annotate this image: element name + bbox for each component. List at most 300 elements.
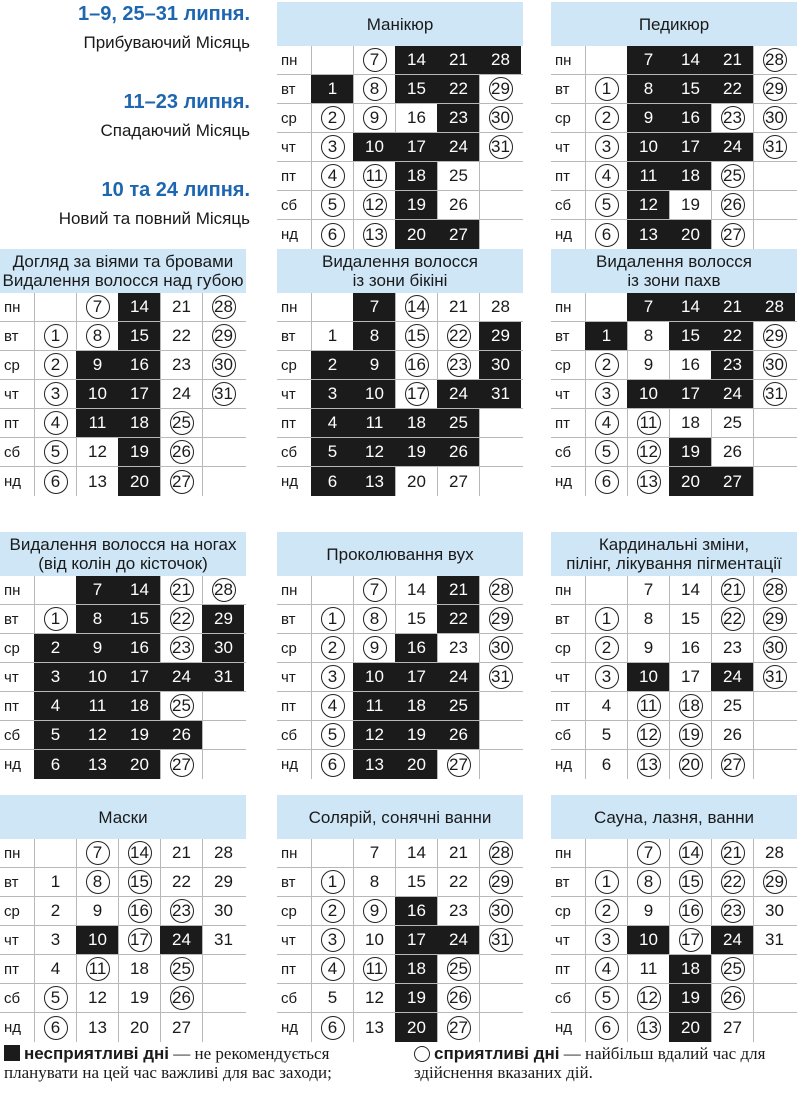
weekday-label: ср [555, 902, 571, 920]
day-cell: 3 [34, 926, 76, 954]
weekday-label: вт [4, 873, 19, 891]
calendar-row [551, 984, 797, 1013]
day-cell: 18 [118, 955, 160, 983]
day-cell-favorable [585, 1013, 627, 1042]
day-cell-unfavorable: 24 [711, 663, 753, 691]
day-number: 28 [212, 578, 236, 602]
day-cell-unfavorable: 24 [437, 133, 479, 161]
day-cell-favorable [753, 634, 795, 662]
day-cell-favorable [437, 1013, 479, 1042]
day-cell-unfavorable: 9 [76, 351, 118, 379]
day-number: 3 [595, 665, 619, 689]
calendar-row [0, 663, 246, 692]
day-cell-unfavorable: 2 [34, 634, 76, 662]
day-cell-unfavorable: 17 [395, 663, 437, 691]
day-number: 28 [212, 295, 236, 319]
weekday-label: нд [555, 756, 573, 773]
calendar-row [551, 467, 797, 496]
weekday-label: пн [4, 844, 21, 862]
calendar-row [277, 750, 523, 779]
empty-cell [585, 46, 627, 74]
day-cell: 27 [437, 467, 479, 496]
calendar-row [551, 351, 797, 380]
weekday-label: ср [4, 902, 20, 920]
day-cell-unfavorable: 15 [118, 605, 160, 633]
day-number: 8 [86, 870, 110, 894]
day-number: 25 [447, 957, 471, 981]
calendar-row [551, 955, 797, 984]
day-cell-favorable [311, 663, 353, 691]
empty-cell [753, 162, 795, 190]
day-cell-unfavorable: 22 [711, 75, 753, 103]
day-cell-favorable [76, 868, 118, 896]
day-cell: 7 [627, 576, 669, 604]
day-cell-favorable [585, 220, 627, 249]
day-cell-unfavorable: 18 [118, 409, 160, 437]
calendar-table [551, 795, 797, 1042]
calendar-row [551, 104, 797, 133]
empty-cell [479, 467, 521, 496]
day-cell-unfavorable: 17 [395, 133, 437, 161]
day-cell: 12 [76, 984, 118, 1012]
day-cell-favorable [585, 191, 627, 219]
day-cell-unfavorable: 15 [395, 75, 437, 103]
day-cell-favorable [311, 133, 353, 161]
day-number: 28 [763, 578, 787, 602]
day-cell-favorable [353, 634, 395, 662]
weekday-label: нд [555, 226, 573, 243]
day-cell: 23 [437, 897, 479, 925]
day-number: 30 [489, 636, 513, 660]
day-cell-favorable [160, 984, 202, 1012]
day-cell-favorable [353, 46, 395, 74]
day-cell-favorable [585, 104, 627, 132]
day-cell: 18 [669, 409, 711, 437]
day-cell-unfavorable: 15 [118, 322, 160, 350]
day-cell-unfavorable: 19 [118, 438, 160, 466]
day-cell-favorable [627, 750, 669, 779]
day-cell: 14 [395, 839, 437, 867]
day-cell-favorable [395, 322, 437, 350]
day-number: 5 [595, 193, 619, 217]
day-cell: 13 [76, 467, 118, 496]
empty-cell [479, 750, 521, 779]
day-cell-unfavorable: 24 [437, 380, 479, 408]
day-cell-unfavorable: 24 [437, 663, 479, 691]
day-cell-unfavorable: 12 [353, 721, 395, 749]
day-cell-unfavorable: 8 [76, 605, 118, 633]
day-number: 6 [44, 1016, 68, 1040]
day-cell-favorable [627, 467, 669, 496]
empty-cell [202, 721, 244, 749]
day-cell-favorable [585, 351, 627, 379]
day-cell-favorable [585, 955, 627, 983]
day-number: 3 [595, 135, 619, 159]
weekday-label: ср [281, 356, 297, 374]
day-cell-favorable [353, 220, 395, 249]
day-cell-unfavorable: 19 [395, 438, 437, 466]
legend-bad-text: — не рекомендується планувати на цей час важливі для вас заходи; [4, 1044, 332, 1082]
weekday-label: сб [281, 196, 298, 214]
calendar-grid [551, 46, 797, 249]
day-number: 3 [595, 382, 619, 406]
legend-good-term: сприятливі дні [434, 1044, 560, 1063]
calendar-row [277, 984, 523, 1013]
day-number: 2 [595, 899, 619, 923]
day-cell-favorable [753, 322, 795, 350]
day-cell-unfavorable: 18 [395, 955, 437, 983]
weekday-label: вт [4, 327, 19, 345]
day-cell-favorable [585, 380, 627, 408]
day-cell-unfavorable: 29 [202, 605, 244, 633]
empty-cell [311, 46, 353, 74]
day-cell-unfavorable: 10 [627, 926, 669, 954]
day-cell-favorable [753, 576, 795, 604]
day-cell-unfavorable: 16 [669, 104, 711, 132]
calendar-grid [277, 576, 523, 779]
empty-cell [479, 1013, 521, 1042]
day-number: 1 [595, 870, 619, 894]
day-cell-favorable [711, 839, 753, 867]
calendar-row [277, 897, 523, 926]
day-number: 2 [595, 636, 619, 660]
empty-cell [753, 467, 795, 496]
weekday-label: ср [4, 356, 20, 374]
day-cell-favorable [479, 926, 521, 954]
empty-cell [585, 576, 627, 604]
weekday-label: сб [281, 726, 298, 744]
day-number: 16 [679, 899, 703, 923]
moon-phase-dates: 11–23 липня. [123, 91, 250, 113]
day-cell-unfavorable: 21 [437, 576, 479, 604]
day-cell-unfavorable: 24 [711, 133, 753, 161]
day-cell-unfavorable: 14 [395, 46, 437, 74]
day-cell-favorable [118, 839, 160, 867]
calendar-row [277, 634, 523, 663]
day-number: 15 [128, 870, 152, 894]
calendar-row [0, 1013, 246, 1042]
day-number: 31 [489, 665, 513, 689]
day-cell-unfavorable: 22 [437, 75, 479, 103]
calendar-row [0, 409, 246, 438]
calendar-row [551, 191, 797, 220]
day-cell-favorable [160, 897, 202, 925]
day-cell-favorable [311, 955, 353, 983]
calendar-table [277, 795, 523, 1042]
calendar-row [551, 692, 797, 721]
day-cell-favorable [311, 721, 353, 749]
day-number: 1 [595, 607, 619, 631]
day-cell-favorable [76, 293, 118, 321]
calendar-row [277, 133, 523, 162]
day-number: 26 [721, 986, 745, 1010]
empty-cell [479, 955, 521, 983]
day-number: 5 [321, 193, 345, 217]
calendar-row [0, 721, 246, 750]
day-cell: 23 [160, 351, 202, 379]
calendar-table [0, 795, 246, 1042]
calendar-grid [0, 576, 246, 779]
weekday-label: сб [281, 989, 298, 1007]
day-cell-unfavorable: 9 [76, 634, 118, 662]
day-number: 9 [363, 106, 387, 130]
day-number: 14 [405, 295, 429, 319]
empty-cell [585, 293, 627, 321]
calendar-grid [277, 46, 523, 249]
day-cell-unfavorable: 21 [437, 46, 479, 74]
day-cell-unfavorable: 24 [160, 663, 202, 691]
day-cell-unfavorable: 24 [160, 926, 202, 954]
empty-cell [202, 438, 244, 466]
day-cell: 1 [311, 322, 353, 350]
day-number: 6 [595, 470, 619, 494]
day-cell-favorable [353, 191, 395, 219]
weekday-label: ср [281, 902, 297, 920]
day-cell-unfavorable: 20 [669, 1013, 711, 1042]
day-cell-favorable [76, 839, 118, 867]
day-cell-favorable [627, 721, 669, 749]
weekday-label: пт [281, 414, 296, 432]
day-cell-favorable [160, 438, 202, 466]
calendar-row [277, 351, 523, 380]
empty-cell [753, 191, 795, 219]
weekday-label: сб [4, 989, 21, 1007]
calendar-row [277, 955, 523, 984]
day-cell-unfavorable: 16 [118, 351, 160, 379]
empty-cell [34, 839, 76, 867]
day-cell-favorable [585, 926, 627, 954]
day-cell-unfavorable: 24 [711, 926, 753, 954]
empty-cell [202, 955, 244, 983]
weekday-label: ср [555, 639, 571, 657]
calendar-row [277, 409, 523, 438]
weekday-label: нд [281, 226, 299, 243]
day-cell-favorable [160, 634, 202, 662]
day-cell-favorable [311, 162, 353, 190]
calendar-table [551, 249, 797, 496]
day-cell-favorable [34, 322, 76, 350]
weekday-label: нд [281, 473, 299, 490]
calendar-grid [551, 839, 797, 1042]
day-cell: 4 [34, 955, 76, 983]
day-cell-unfavorable: 3 [311, 380, 353, 408]
empty-cell [479, 438, 521, 466]
weekday-label: сб [555, 989, 572, 1007]
weekday-label: пн [281, 298, 298, 316]
day-cell-favorable [753, 380, 795, 408]
day-number: 12 [637, 440, 661, 464]
calendar-title: Видалення волосся із зони бікіні [277, 249, 523, 293]
day-cell: 13 [353, 1013, 395, 1042]
weekday-label: вт [555, 80, 570, 98]
day-cell-unfavorable: 5 [34, 721, 76, 749]
day-cell-unfavorable: 17 [669, 133, 711, 161]
day-cell-favorable [479, 663, 521, 691]
day-number: 13 [637, 1016, 661, 1040]
day-cell-unfavorable: 7 [627, 46, 669, 74]
day-cell: 31 [753, 926, 795, 954]
day-number: 7 [637, 841, 661, 865]
day-cell-unfavorable: 16 [395, 634, 437, 662]
day-cell-favorable [34, 1013, 76, 1042]
day-cell-unfavorable: 14 [669, 46, 711, 74]
day-cell-favorable [711, 750, 753, 779]
weekday-label: ср [4, 639, 20, 657]
day-cell: 21 [437, 293, 479, 321]
circle-icon [414, 1046, 430, 1062]
day-cell-favorable [669, 868, 711, 896]
day-cell-favorable [711, 576, 753, 604]
day-cell-unfavorable: 10 [627, 380, 669, 408]
day-cell-favorable [585, 634, 627, 662]
day-cell-unfavorable: 10 [76, 663, 118, 691]
calendar-row [0, 692, 246, 721]
day-number: 15 [679, 870, 703, 894]
calendar-row [277, 467, 523, 496]
calendar-title: Педикюр [551, 2, 797, 46]
day-cell-favorable [353, 605, 395, 633]
day-cell-unfavorable: 22 [437, 605, 479, 633]
day-cell-favorable [669, 721, 711, 749]
day-cell: 26 [711, 438, 753, 466]
calendar-row [0, 897, 246, 926]
day-cell-unfavorable: 19 [395, 721, 437, 749]
calendar-row [551, 1013, 797, 1042]
day-cell: 22 [160, 868, 202, 896]
calendar-row [0, 380, 246, 409]
calendar-row [277, 868, 523, 897]
day-cell-favorable [160, 692, 202, 720]
calendar-row [551, 380, 797, 409]
empty-cell [479, 692, 521, 720]
day-number: 2 [44, 353, 68, 377]
day-number: 8 [637, 870, 661, 894]
calendar-row [551, 162, 797, 191]
empty-cell [202, 750, 244, 779]
day-number: 27 [721, 753, 745, 777]
empty-cell [753, 220, 795, 249]
day-cell: 30 [753, 897, 795, 925]
day-number: 23 [721, 106, 745, 130]
day-number: 30 [763, 353, 787, 377]
day-cell-favorable [202, 293, 244, 321]
day-cell-favorable [311, 750, 353, 779]
day-cell: 9 [627, 897, 669, 925]
day-cell-favorable [627, 984, 669, 1012]
day-cell: 19 [669, 191, 711, 219]
calendar-row [551, 322, 797, 351]
day-number: 22 [170, 607, 194, 631]
day-cell-unfavorable: 10 [76, 380, 118, 408]
day-number: 6 [595, 223, 619, 247]
calendar-row [551, 576, 797, 605]
day-cell: 21 [160, 839, 202, 867]
day-cell: 15 [669, 605, 711, 633]
weekday-label: ср [555, 356, 571, 374]
day-cell-unfavorable: 31 [202, 663, 244, 691]
day-cell-unfavorable: 26 [437, 721, 479, 749]
day-cell-favorable [34, 380, 76, 408]
calendar-title: Манікюр [277, 2, 523, 46]
day-cell: 26 [711, 721, 753, 749]
day-cell-favorable [311, 897, 353, 925]
day-cell-unfavorable: 6 [311, 467, 353, 496]
day-cell-unfavorable: 12 [627, 191, 669, 219]
day-cell-favorable [585, 162, 627, 190]
weekday-label: вт [555, 610, 570, 628]
day-number: 4 [321, 694, 345, 718]
day-cell-unfavorable: 28 [479, 46, 521, 74]
calendar-grid [277, 293, 523, 496]
day-number: 4 [44, 411, 68, 435]
weekday-label: нд [281, 756, 299, 773]
day-cell-favorable [753, 868, 795, 896]
day-cell-favorable [160, 409, 202, 437]
day-number: 21 [721, 841, 745, 865]
day-cell-favorable [585, 467, 627, 496]
day-number: 22 [447, 324, 471, 348]
day-cell-favorable [585, 133, 627, 161]
day-cell-favorable [202, 351, 244, 379]
day-number: 9 [363, 899, 387, 923]
day-cell-favorable [311, 605, 353, 633]
day-cell-unfavorable: 8 [627, 75, 669, 103]
calendar-row [277, 293, 523, 322]
weekday-label: нд [4, 473, 22, 490]
day-cell: 4 [585, 692, 627, 720]
day-cell-unfavorable: 2 [311, 351, 353, 379]
day-cell-favorable [627, 1013, 669, 1042]
day-number: 25 [721, 957, 745, 981]
day-number: 17 [679, 928, 703, 952]
day-number: 30 [763, 106, 787, 130]
day-number: 12 [637, 986, 661, 1010]
calendar-grid [0, 839, 246, 1042]
calendar-row [277, 380, 523, 409]
day-cell-favorable [669, 750, 711, 779]
weekday-label: пт [281, 697, 296, 715]
day-cell: 28 [479, 293, 521, 321]
day-cell: 20 [395, 467, 437, 496]
day-number: 2 [595, 353, 619, 377]
day-number: 11 [86, 957, 110, 981]
day-cell-favorable [585, 897, 627, 925]
day-cell: 23 [437, 634, 479, 662]
day-cell: 13 [76, 1013, 118, 1042]
day-number: 28 [489, 841, 513, 865]
empty-cell [753, 955, 795, 983]
empty-cell [311, 293, 353, 321]
day-cell: 29 [202, 868, 244, 896]
day-cell-favorable [118, 868, 160, 896]
day-cell-unfavorable: 24 [711, 380, 753, 408]
day-number: 28 [763, 48, 787, 72]
day-number: 29 [763, 324, 787, 348]
empty-cell [34, 576, 76, 604]
empty-cell [202, 409, 244, 437]
day-number: 30 [763, 636, 787, 660]
day-number: 30 [489, 106, 513, 130]
calendar-row [551, 75, 797, 104]
calendar-table [0, 249, 246, 496]
day-cell-unfavorable: 29 [479, 322, 521, 350]
day-cell-favorable [311, 220, 353, 249]
weekday-label: чт [555, 385, 570, 403]
weekday-label: чт [4, 931, 19, 949]
day-cell-unfavorable: 11 [353, 409, 395, 437]
day-cell: 16 [669, 351, 711, 379]
day-cell-unfavorable: 20 [669, 220, 711, 249]
